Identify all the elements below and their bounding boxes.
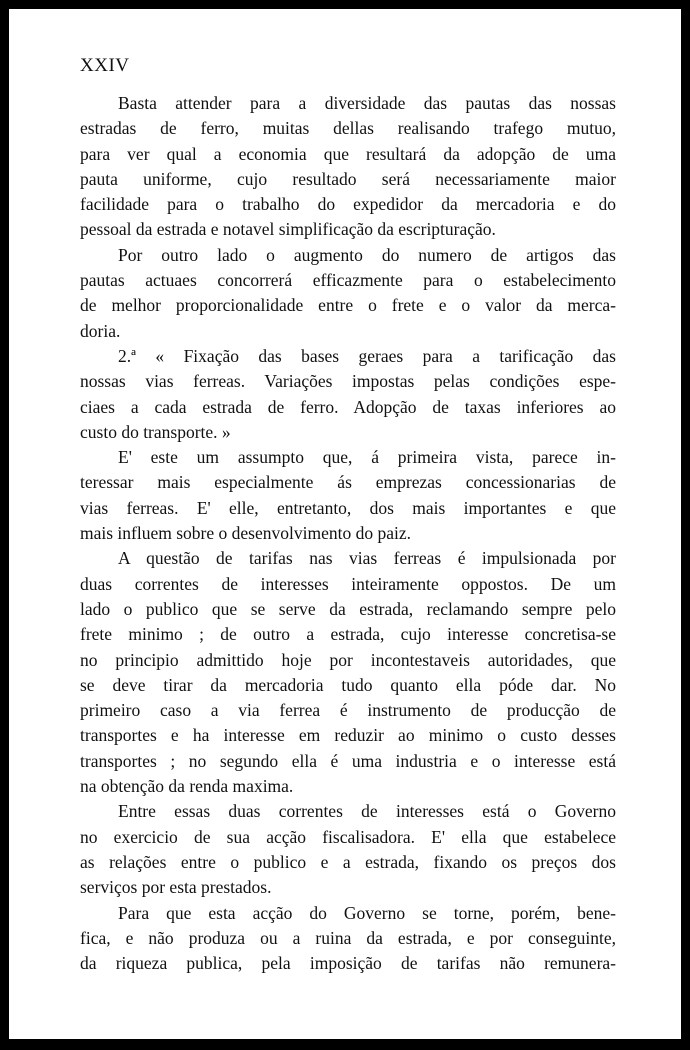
text-line: Entre essas duas correntes de interesses está o Governo bbox=[118, 801, 616, 822]
page-number: XXIV bbox=[80, 55, 130, 76]
text-line: transportes ; no segundo ella é uma industria e o interesse está bbox=[80, 750, 616, 771]
text-line: Por outro lado o augmento do numero de artigos das bbox=[118, 244, 616, 265]
text-line: da riqueza publica, pela imposição de tarifas não remunera- bbox=[80, 953, 616, 974]
paragraph-2 bbox=[80, 243, 616, 344]
text-line: A questão de tarifas nas vias ferreas é impulsionada por bbox=[118, 548, 616, 569]
text-line: vias ferreas. E' elle, entretanto, dos mais importantes e que bbox=[80, 497, 616, 518]
text-line: no exercicio de sua acção fiscalisadora. E' ella que estabelece bbox=[80, 826, 616, 847]
text-line: para ver qual a economia que resultará da adopção de uma bbox=[80, 143, 616, 164]
body-text bbox=[80, 91, 616, 976]
text-line: estradas de ferro, muitas dellas realisando trafego mutuo, bbox=[80, 118, 616, 139]
text-line: Para que esta acção do Governo se torne, porém, bene- bbox=[118, 902, 616, 923]
text-line: transportes e ha interesse em reduzir ao minimo o custo desses bbox=[80, 725, 616, 746]
text-line: primeiro caso a via ferrea é instrumento de producção de bbox=[80, 700, 616, 721]
paragraph-3 bbox=[80, 344, 616, 445]
text-line: doria. bbox=[80, 320, 121, 341]
text-line: duas correntes de interesses inteiramente oppostos. De um bbox=[80, 573, 616, 594]
book-page bbox=[9, 9, 681, 1039]
text-line: se deve tirar da mercadoria tudo quanto ella póde dar. No bbox=[80, 674, 616, 695]
text-line: fica, e não produza ou a ruina da estrada, e por conseguinte, bbox=[80, 927, 616, 948]
text-line: ciaes a cada estrada de ferro. Adopção de taxas inferiores ao bbox=[80, 396, 616, 417]
text-line: pauta uniforme, cujo resultado será necessariamente maior bbox=[80, 168, 616, 189]
paragraph-5 bbox=[80, 546, 616, 799]
text-line: frete minimo ; de outro a estrada, cujo interesse concretisa-se bbox=[80, 624, 616, 645]
text-line: E' este um assumpto que, á primeira vista, parece in- bbox=[118, 447, 616, 468]
text-line: na obtenção da renda maxima. bbox=[80, 776, 294, 797]
paragraph-1 bbox=[80, 91, 616, 243]
text-line: lado o publico que se serve da estrada, reclamando sempre pelo bbox=[80, 598, 616, 619]
paragraph-7 bbox=[80, 901, 616, 977]
text-line: mais influem sobre o desenvolvimento do paiz. bbox=[80, 523, 411, 544]
text-line: facilidade para o trabalho do expedidor da mercadoria e do bbox=[80, 194, 616, 215]
paragraph-6 bbox=[80, 799, 616, 900]
text-line: teressar mais especialmente ás emprezas concessionarias de bbox=[80, 472, 616, 493]
text-line: de melhor proporcionalidade entre o frete e o valor da merca- bbox=[80, 295, 616, 316]
text-line: nossas vias ferreas. Variações impostas pelas condições espe- bbox=[80, 371, 616, 392]
text-line: Basta attender para a diversidade das pautas das nossas bbox=[118, 93, 616, 113]
text-line: 2.ª « Fixação das bases geraes para a tarificação das bbox=[118, 345, 616, 366]
text-line: custo do transporte. » bbox=[80, 421, 231, 442]
text-line: pautas actuaes concorrerá efficazmente para o estabelecimento bbox=[80, 270, 616, 291]
text-line: no principio admittido hoje por incontestaveis autoridades, que bbox=[80, 649, 616, 670]
text-line: as relações entre o publico e a estrada, fixando os preços dos bbox=[80, 851, 616, 872]
text-line: serviços por esta prestados. bbox=[80, 877, 272, 898]
paragraph-4 bbox=[80, 445, 616, 546]
text-line: pessoal da estrada e notavel simplificação da escripturação. bbox=[80, 219, 496, 240]
